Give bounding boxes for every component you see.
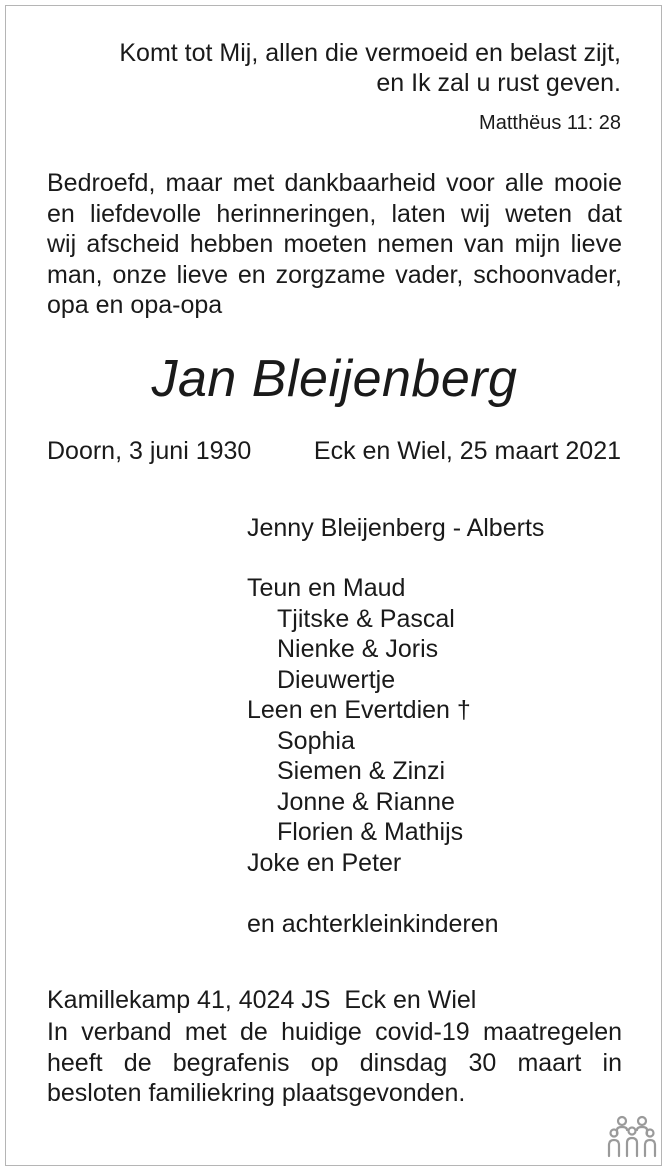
family-member: Teun en Maud: [247, 574, 406, 602]
announcement-line: man, onze lieve en zorgzame vader, schoonvader,: [47, 260, 622, 289]
announcement-line: opa en opa-opa: [47, 291, 223, 319]
announcement-text: [47, 168, 622, 321]
family-member: Joke en Peter: [247, 848, 402, 877]
family-member: Dieuwertje: [277, 665, 396, 694]
announcement-line: wij afscheid hebben moeten nemen van mijn lieve: [47, 230, 622, 258]
family-list: [247, 573, 471, 878]
birth-info: Doorn, 3 juni 1930: [47, 437, 252, 465]
family-member: Sophia: [277, 726, 355, 755]
quote-reference: Matthëus 11: 28: [479, 112, 621, 134]
family-member: Nienke & Joris: [277, 635, 439, 663]
family-member: Jonne & Rianne: [277, 787, 455, 816]
notice-line: besloten familiekring plaatsgevonden.: [47, 1079, 466, 1107]
announcement-line: Bedroefd, maar met dankbaarheid voor alle mooie: [47, 169, 622, 197]
closing-line: en achterkleinkinderen: [247, 910, 499, 938]
notice-line: heeft de begrafenis op dinsdag 30 maart in: [47, 1048, 622, 1077]
quote-line-1: Komt tot Mij, allen die vermoeid en belast zijt,: [119, 39, 621, 67]
death-info: Eck en Wiel, 25 maart 2021: [313, 437, 621, 465]
deceased-name: Jan Bleijenberg: [151, 350, 518, 408]
spouse-name: Jenny Bleijenberg - Alberts: [247, 514, 545, 542]
quote-line-2: en Ik zal u rust geven.: [376, 69, 621, 97]
notice-line: In verband met de huidige covid-19 maatregelen: [47, 1018, 622, 1046]
people-group-icon: [606, 1112, 658, 1160]
family-member: Tjitske & Pascal: [277, 604, 455, 633]
address: Kamillekamp 41, 4024 JS Eck en Wiel: [47, 986, 477, 1014]
funeral-notice: [47, 1017, 622, 1109]
family-member: Siemen & Zinzi: [277, 757, 446, 785]
announcement-line: en liefdevolle herinneringen, laten wij weten dat: [47, 199, 622, 228]
family-member: Florien & Mathijs: [277, 818, 464, 846]
family-member: Leen en Evertdien †: [247, 696, 471, 724]
